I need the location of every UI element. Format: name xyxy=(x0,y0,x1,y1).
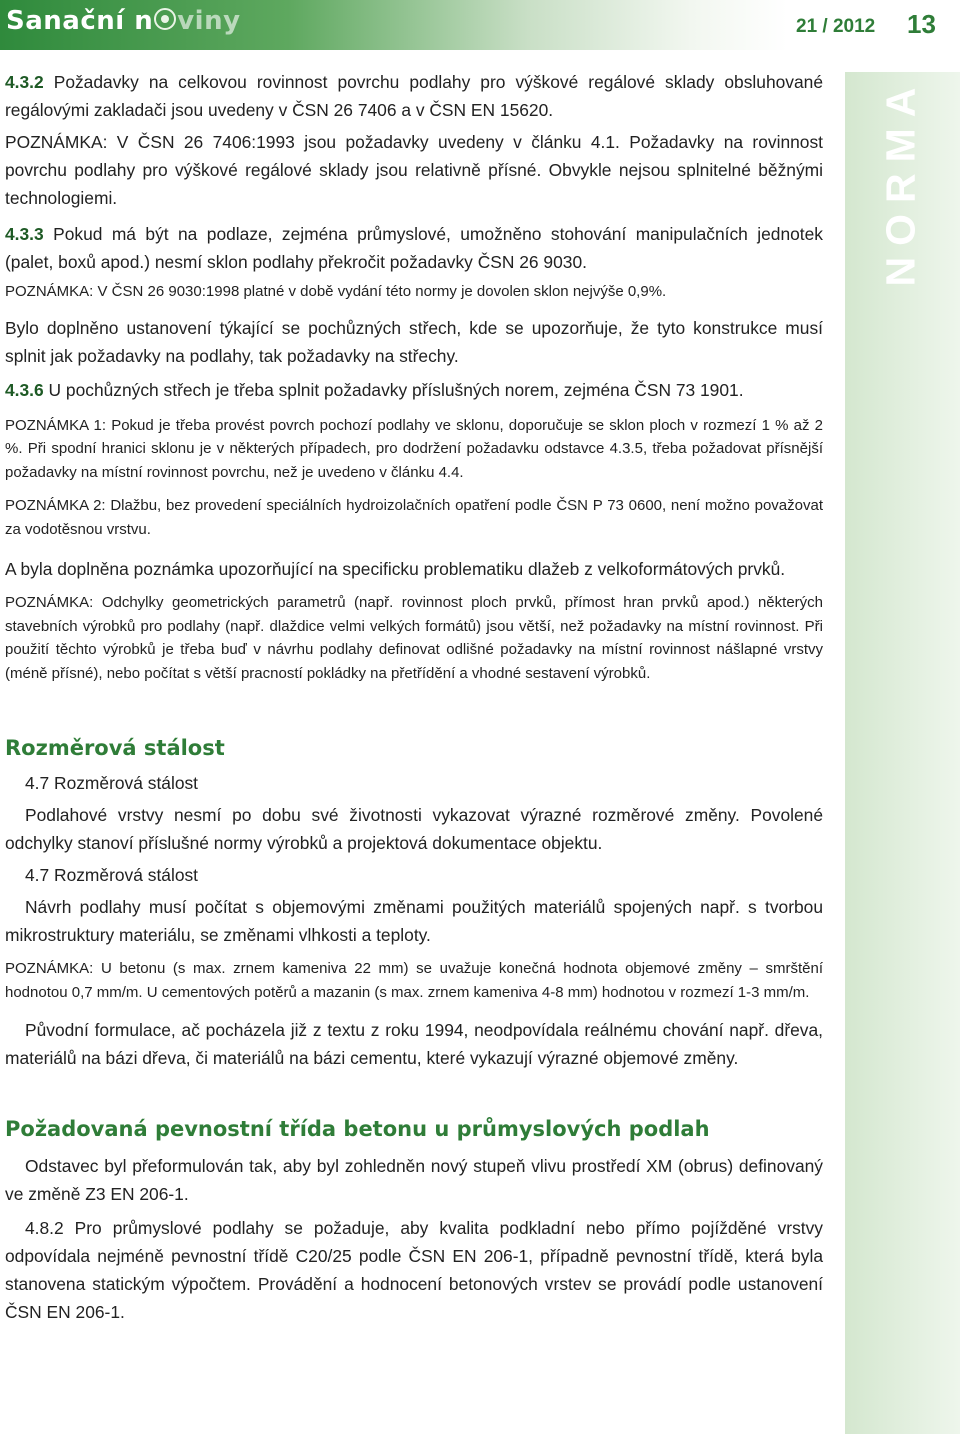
body-paragraph: 4.8.2 Pro průmyslové podlahy se požaduje, aby kvalita podkladní nebo přímo pojížděné vrstvy odpovídala nejméně pevnostní třídě C20/25 podle ČSN EN 206-1, případně pevnostní třídě, která byla stanovena statickým výpočtem. Provádění a hodnocení betonových vrstev se provádí podle ustanovení ČSN EN 206-1. xyxy=(5,1218,823,1322)
note-paragraph: POZNÁMKA: Odchylky geometrických parametrů (např. rovinnost ploch prvků, přímost hran prvků apod.) některých stavebních výrobků pro podlahy (např. dlaždice velmi velkých formátů) jsou větší, než požadavky na místní rovinnost. Při použití těchto výrobků je třeba buď v návrhu podlahy definovat odlišné požadavky na místní rovinnost nášlapné vrstvy (méně přísné), nebo počítat s větší pracností pokládky na přetřídění a vhodné sestavení výrobků. xyxy=(5,594,823,682)
sidebar-label: NORMA xyxy=(877,76,924,287)
paragraph-text: Pokud má být na podlaze, zejména průmyslové, umožněno stohování manipulačních jednotek (palet, boxů apod.) nesmí sklon podlahy překročit požadavky ČSN 26 9030. xyxy=(5,224,823,272)
note-paragraph: POZNÁMKA 2: Dlažbu, bez provedení speciálních hydroizolačních opatření podle ČSN P 73 0600, není možno považovat za vodotěsnou vrstvu. xyxy=(5,497,823,538)
logo-text-part2: viny xyxy=(177,6,241,36)
paragraph-4-3-2 xyxy=(5,68,823,124)
paragraph-text: U pochůzných střech je třeba splnit požadavky příslušných norem, zejména ČSN 73 1901. xyxy=(43,379,744,400)
page-number: 13 xyxy=(907,9,936,39)
clause-heading: 4.7 Rozměrová stálost xyxy=(25,865,199,885)
note-paragraph: POZNÁMKA: V ČSN 26 9030:1998 platné v době vydání této normy je dovolen sklon nejvýše 0,9%. xyxy=(5,283,667,300)
paragraph-4-3-3 xyxy=(5,220,823,276)
logo-text-part1: Sanační n xyxy=(6,6,154,36)
body-paragraph: Odstavec byl přeformulován tak, aby byl zohledněn nový stupeň vlivu prostředí XM (obrus) definovaný ve změně Z3 EN 206-1. xyxy=(5,1156,823,1204)
body-paragraph: Podlahové vrstvy nesmí po dobu své životnosti vykazovat výrazné rozměrové změny. Povolené odchylky stanoví příslušné normy výrobků a projektová dokumentace objektu. xyxy=(5,805,823,853)
section-heading: Rozměrová stálost xyxy=(5,736,225,760)
note-paragraph: POZNÁMKA: V ČSN 26 7406:1993 jsou požadavky uvedeny v článku 4.1. Požadavky na rovinnost povrchu podlahy pro výškové regálové sklady jsou relativně přísné. Obvykle nejsou splnitelné běžnými technologiemi. xyxy=(5,132,823,208)
paragraph-text: Požadavky na celkovou rovinnost povrchu podlahy pro výškové regálové sklady obsluhované regálovými zakladači jsou uvedeny v ČSN 26 7406 a v ČSN EN 15620. xyxy=(5,72,823,120)
section-number: 4.3.2 xyxy=(5,72,44,92)
section-number: 4.3.3 xyxy=(5,224,44,244)
article-column xyxy=(5,68,823,1326)
body-paragraph: Bylo doplněno ustanovení týkající se pochůzných střech, kde se upozorňuje, že tyto konstrukce musí splnit jak požadavky na podlahy, tak požadavky na střechy. xyxy=(5,317,823,366)
body-paragraph: Návrh podlahy musí počítat s objemovými změnami použitých materiálů spojených např. s tvorbou mikrostruktury materiálu, se změnami vlhkosti a teploty. xyxy=(5,897,823,945)
logo-o-ring-icon xyxy=(154,8,176,30)
page-header xyxy=(0,0,960,50)
note-paragraph: POZNÁMKA: U betonu (s max. zrnem kameniva 22 mm) se uvažuje konečná hodnota objemové změny – smrštění hodnotou 0,7 mm/m. U cementových potěrů a mazanin (s max. zrnem kameniva 4-8 mm) hodnotou v rozmezí 1-3 mm/m. xyxy=(5,960,823,1001)
clause-heading: 4.7 Rozměrová stálost xyxy=(25,773,199,793)
section-heading: Požadovaná pevnostní třída betonu u průmyslových podlah xyxy=(5,1117,710,1141)
body-paragraph: A byla doplněna poznámka upozorňující na specificku problematiku dlažeb z velkoformátových prvků. xyxy=(5,559,786,579)
section-number: 4.3.6 xyxy=(5,379,44,400)
note-paragraph: POZNÁMKA 1: Pokud je třeba provést povrch pochozí podlahy ve sklonu, doporučuje se sklon ploch v rozmezí 1 % až 2 %. Při spodní hranici sklonu je v některých případech, pro dodržení požadavku odstavce 4.3.5, třeba požadovat přísnější požadavky na místní rovinnost povrchu, než je uvedeno v článku 4.4. xyxy=(5,416,823,481)
issue-number: 21 / 2012 xyxy=(796,16,876,37)
paragraph-4-3-6 xyxy=(5,376,823,404)
magazine-logo xyxy=(6,6,241,36)
body-paragraph: Původní formulace, ač pocházela již z textu z roku 1994, neodpovídala reálnému chování např. dřeva, materiálů na bázi dřeva, či materiálů na bázi cementu, které vykazují výrazné objemové změny. xyxy=(5,1020,823,1068)
